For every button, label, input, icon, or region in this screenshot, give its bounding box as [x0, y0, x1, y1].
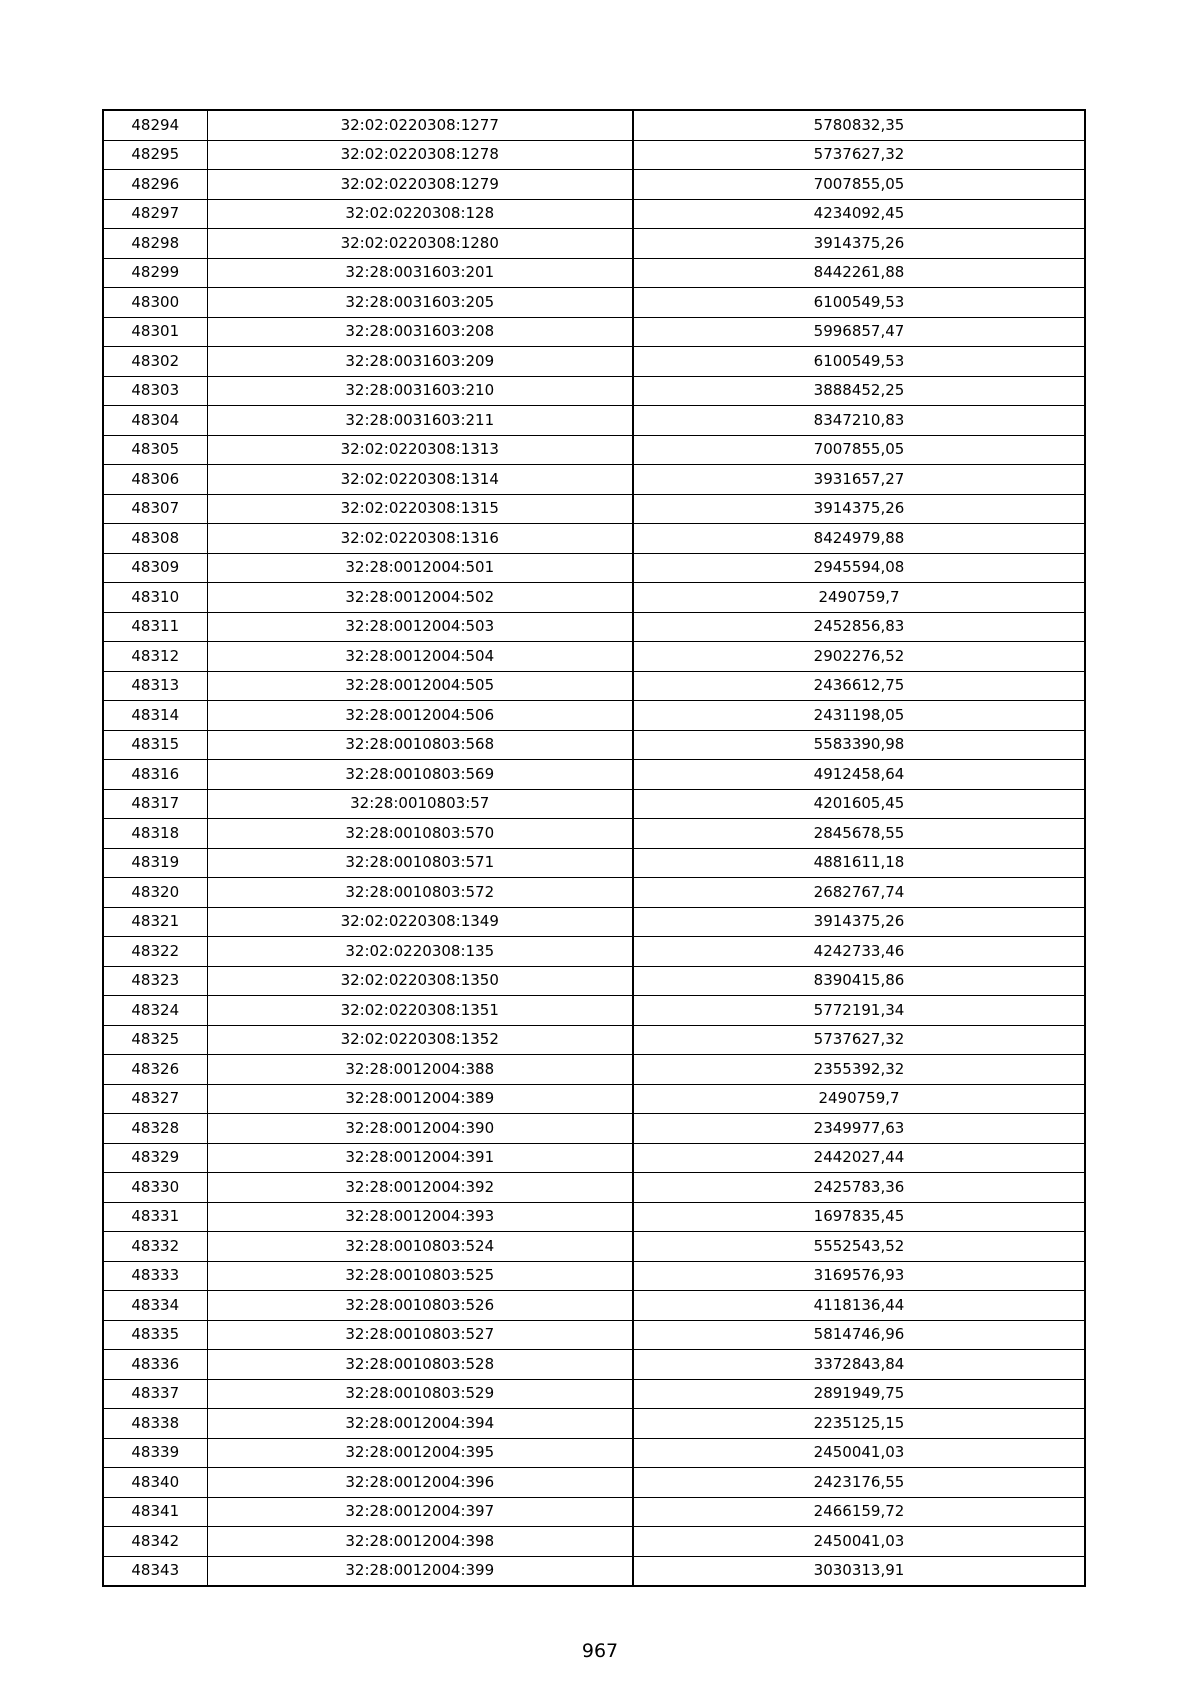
cadastral-value-cell: 3914375,26 [633, 907, 1085, 937]
cadastral-value-cell: 7007855,05 [633, 170, 1085, 200]
table-row [103, 170, 1085, 200]
row-number-cell: 48300 [103, 288, 207, 318]
cadastral-value-cell: 3914375,26 [633, 494, 1085, 524]
row-number-cell: 48342 [103, 1527, 207, 1557]
cadastral-number-cell: 32:02:0220308:1278 [207, 140, 633, 170]
cadastral-number-cell: 32:28:0031603:201 [207, 258, 633, 288]
cadastral-number-cell: 32:28:0031603:211 [207, 406, 633, 436]
cadastral-value-table [102, 109, 1086, 1587]
table-row [103, 1025, 1085, 1055]
row-number-cell: 48306 [103, 465, 207, 495]
table-row [103, 966, 1085, 996]
row-number-cell: 48317 [103, 789, 207, 819]
cadastral-value-cell: 2355392,32 [633, 1055, 1085, 1085]
row-number-cell: 48310 [103, 583, 207, 613]
cadastral-number-cell: 32:02:0220308:1315 [207, 494, 633, 524]
table-row [103, 583, 1085, 613]
cadastral-value-cell: 2235125,15 [633, 1409, 1085, 1439]
row-number-cell: 48327 [103, 1084, 207, 1114]
cadastral-number-cell: 32:28:0010803:529 [207, 1379, 633, 1409]
cadastral-number-cell: 32:28:0010803:528 [207, 1350, 633, 1380]
page-number: 967 [581, 1640, 619, 1662]
cadastral-number-cell: 32:28:0010803:527 [207, 1320, 633, 1350]
row-number-cell: 48298 [103, 229, 207, 259]
row-number-cell: 48296 [103, 170, 207, 200]
table-row [103, 1291, 1085, 1321]
cadastral-value-cell: 8442261,88 [633, 258, 1085, 288]
table-row [103, 347, 1085, 377]
table-row [103, 642, 1085, 672]
cadastral-number-cell: 32:28:0010803:526 [207, 1291, 633, 1321]
row-number-cell: 48309 [103, 553, 207, 583]
table-row [103, 1468, 1085, 1498]
table-row [103, 494, 1085, 524]
table-row [103, 110, 1085, 140]
cadastral-value-cell: 2452856,83 [633, 612, 1085, 642]
table-row [103, 1379, 1085, 1409]
cadastral-value-cell: 5996857,47 [633, 317, 1085, 347]
cadastral-value-cell: 2902276,52 [633, 642, 1085, 672]
row-number-cell: 48336 [103, 1350, 207, 1380]
cadastral-value-cell: 2423176,55 [633, 1468, 1085, 1498]
cadastral-value-cell: 4881611,18 [633, 848, 1085, 878]
row-number-cell: 48340 [103, 1468, 207, 1498]
cadastral-number-cell: 32:28:0012004:395 [207, 1438, 633, 1468]
cadastral-number-cell: 32:02:0220308:1313 [207, 435, 633, 465]
row-number-cell: 48299 [103, 258, 207, 288]
table-row [103, 1143, 1085, 1173]
table-row [103, 1527, 1085, 1557]
table-row [103, 258, 1085, 288]
cadastral-value-cell: 5814746,96 [633, 1320, 1085, 1350]
cadastral-number-cell: 32:28:0010803:57 [207, 789, 633, 819]
cadastral-number-cell: 32:02:0220308:1314 [207, 465, 633, 495]
row-number-cell: 48308 [103, 524, 207, 554]
cadastral-number-cell: 32:28:0010803:568 [207, 730, 633, 760]
table-row [103, 1173, 1085, 1203]
table-row [103, 1114, 1085, 1144]
table-row [103, 1202, 1085, 1232]
row-number-cell: 48307 [103, 494, 207, 524]
table-row [103, 435, 1085, 465]
table-row [103, 1320, 1085, 1350]
row-number-cell: 48341 [103, 1497, 207, 1527]
row-number-cell: 48339 [103, 1438, 207, 1468]
cadastral-value-cell: 8347210,83 [633, 406, 1085, 436]
row-number-cell: 48313 [103, 671, 207, 701]
cadastral-value-cell: 5737627,32 [633, 140, 1085, 170]
cadastral-number-cell: 32:28:0010803:570 [207, 819, 633, 849]
row-number-cell: 48333 [103, 1261, 207, 1291]
cadastral-value-cell: 5552543,52 [633, 1232, 1085, 1262]
table-row [103, 612, 1085, 642]
row-number-cell: 48330 [103, 1173, 207, 1203]
cadastral-number-cell: 32:28:0012004:502 [207, 583, 633, 613]
cadastral-number-cell: 32:28:0012004:501 [207, 553, 633, 583]
table-row [103, 671, 1085, 701]
row-number-cell: 48315 [103, 730, 207, 760]
cadastral-number-cell: 32:28:0012004:399 [207, 1556, 633, 1586]
cadastral-value-cell: 3030313,91 [633, 1556, 1085, 1586]
row-number-cell: 48301 [103, 317, 207, 347]
row-number-cell: 48322 [103, 937, 207, 967]
row-number-cell: 48294 [103, 110, 207, 140]
row-number-cell: 48303 [103, 376, 207, 406]
row-number-cell: 48323 [103, 966, 207, 996]
cadastral-value-cell: 3372843,84 [633, 1350, 1085, 1380]
row-number-cell: 48304 [103, 406, 207, 436]
cadastral-value-cell: 2425783,36 [633, 1173, 1085, 1203]
table-row [103, 1055, 1085, 1085]
cadastral-value-cell: 1697835,45 [633, 1202, 1085, 1232]
cadastral-value-cell: 5737627,32 [633, 1025, 1085, 1055]
cadastral-number-cell: 32:28:0012004:391 [207, 1143, 633, 1173]
cadastral-number-cell: 32:28:0012004:505 [207, 671, 633, 701]
cadastral-value-cell: 3914375,26 [633, 229, 1085, 259]
cadastral-number-cell: 32:28:0012004:503 [207, 612, 633, 642]
table-row [103, 819, 1085, 849]
cadastral-value-cell: 2490759,7 [633, 1084, 1085, 1114]
table-row [103, 730, 1085, 760]
row-number-cell: 48314 [103, 701, 207, 731]
cadastral-number-cell: 32:02:0220308:1349 [207, 907, 633, 937]
row-number-cell: 48319 [103, 848, 207, 878]
cadastral-number-cell: 32:28:0031603:208 [207, 317, 633, 347]
row-number-cell: 48295 [103, 140, 207, 170]
table-row [103, 317, 1085, 347]
cadastral-number-cell: 32:02:0220308:1350 [207, 966, 633, 996]
row-number-cell: 48325 [103, 1025, 207, 1055]
table-row [103, 878, 1085, 908]
cadastral-value-cell: 4912458,64 [633, 760, 1085, 790]
cadastral-number-cell: 32:28:0012004:392 [207, 1173, 633, 1203]
table-row [103, 848, 1085, 878]
table-row [103, 1497, 1085, 1527]
cadastral-value-cell: 5780832,35 [633, 110, 1085, 140]
cadastral-number-cell: 32:28:0012004:504 [207, 642, 633, 672]
row-number-cell: 48324 [103, 996, 207, 1026]
table-row [103, 199, 1085, 229]
cadastral-value-cell: 4242733,46 [633, 937, 1085, 967]
table-row [103, 140, 1085, 170]
cadastral-value-cell: 6100549,53 [633, 288, 1085, 318]
table-row [103, 1556, 1085, 1586]
cadastral-value-cell: 2442027,44 [633, 1143, 1085, 1173]
cadastral-value-cell: 6100549,53 [633, 347, 1085, 377]
row-number-cell: 48302 [103, 347, 207, 377]
table-row [103, 229, 1085, 259]
row-number-cell: 48343 [103, 1556, 207, 1586]
table-row [103, 1084, 1085, 1114]
table-row [103, 937, 1085, 967]
cadastral-number-cell: 32:28:0012004:388 [207, 1055, 633, 1085]
table-row [103, 1350, 1085, 1380]
cadastral-value-cell: 4118136,44 [633, 1291, 1085, 1321]
cadastral-number-cell: 32:28:0012004:398 [207, 1527, 633, 1557]
cadastral-value-cell: 2845678,55 [633, 819, 1085, 849]
cadastral-number-cell: 32:28:0012004:389 [207, 1084, 633, 1114]
cadastral-value-cell: 3169576,93 [633, 1261, 1085, 1291]
table-row [103, 907, 1085, 937]
row-number-cell: 48297 [103, 199, 207, 229]
cadastral-value-cell: 3931657,27 [633, 465, 1085, 495]
row-number-cell: 48305 [103, 435, 207, 465]
table-row [103, 1409, 1085, 1439]
cadastral-value-cell: 2450041,03 [633, 1527, 1085, 1557]
cadastral-number-cell: 32:28:0010803:525 [207, 1261, 633, 1291]
row-number-cell: 48312 [103, 642, 207, 672]
row-number-cell: 48320 [103, 878, 207, 908]
table-row [103, 789, 1085, 819]
cadastral-number-cell: 32:28:0010803:572 [207, 878, 633, 908]
cadastral-value-cell: 2431198,05 [633, 701, 1085, 731]
cadastral-number-cell: 32:02:0220308:1316 [207, 524, 633, 554]
cadastral-number-cell: 32:02:0220308:135 [207, 937, 633, 967]
cadastral-number-cell: 32:28:0012004:394 [207, 1409, 633, 1439]
cadastral-value-cell: 2490759,7 [633, 583, 1085, 613]
table-row [103, 760, 1085, 790]
table-row [103, 1261, 1085, 1291]
cadastral-value-cell: 2682767,74 [633, 878, 1085, 908]
table-row [103, 1438, 1085, 1468]
cadastral-value-cell: 4234092,45 [633, 199, 1085, 229]
cadastral-number-cell: 32:28:0012004:397 [207, 1497, 633, 1527]
cadastral-value-cell: 2450041,03 [633, 1438, 1085, 1468]
table-row [103, 524, 1085, 554]
cadastral-value-cell: 8424979,88 [633, 524, 1085, 554]
table-row [103, 701, 1085, 731]
cadastral-number-cell: 32:28:0012004:506 [207, 701, 633, 731]
cadastral-number-cell: 32:28:0010803:569 [207, 760, 633, 790]
cadastral-number-cell: 32:28:0031603:205 [207, 288, 633, 318]
table-row [103, 406, 1085, 436]
row-number-cell: 48331 [103, 1202, 207, 1232]
table-row [103, 376, 1085, 406]
cadastral-number-cell: 32:02:0220308:1352 [207, 1025, 633, 1055]
row-number-cell: 48332 [103, 1232, 207, 1262]
row-number-cell: 48338 [103, 1409, 207, 1439]
cadastral-number-cell: 32:28:0010803:524 [207, 1232, 633, 1262]
cadastral-value-cell: 2466159,72 [633, 1497, 1085, 1527]
row-number-cell: 48334 [103, 1291, 207, 1321]
row-number-cell: 48318 [103, 819, 207, 849]
cadastral-number-cell: 32:28:0010803:571 [207, 848, 633, 878]
cadastral-value-cell: 4201605,45 [633, 789, 1085, 819]
cadastral-number-cell: 32:28:0012004:390 [207, 1114, 633, 1144]
cadastral-number-cell: 32:02:0220308:128 [207, 199, 633, 229]
table-row [103, 288, 1085, 318]
cadastral-value-cell: 5772191,34 [633, 996, 1085, 1026]
cadastral-number-cell: 32:28:0031603:210 [207, 376, 633, 406]
cadastral-value-cell: 2349977,63 [633, 1114, 1085, 1144]
row-number-cell: 48337 [103, 1379, 207, 1409]
table-row [103, 1232, 1085, 1262]
cadastral-number-cell: 32:02:0220308:1277 [207, 110, 633, 140]
row-number-cell: 48335 [103, 1320, 207, 1350]
cadastral-value-cell: 8390415,86 [633, 966, 1085, 996]
table-row [103, 996, 1085, 1026]
cadastral-value-cell: 2891949,75 [633, 1379, 1085, 1409]
cadastral-number-cell: 32:28:0012004:393 [207, 1202, 633, 1232]
table-row [103, 465, 1085, 495]
cadastral-value-cell: 7007855,05 [633, 435, 1085, 465]
cadastral-value-cell: 5583390,98 [633, 730, 1085, 760]
cadastral-number-cell: 32:02:0220308:1280 [207, 229, 633, 259]
cadastral-value-cell: 2945594,08 [633, 553, 1085, 583]
table-row [103, 553, 1085, 583]
cadastral-value-cell: 3888452,25 [633, 376, 1085, 406]
row-number-cell: 48328 [103, 1114, 207, 1144]
cadastral-number-cell: 32:02:0220308:1279 [207, 170, 633, 200]
cadastral-number-cell: 32:28:0031603:209 [207, 347, 633, 377]
row-number-cell: 48316 [103, 760, 207, 790]
cadastral-number-cell: 32:02:0220308:1351 [207, 996, 633, 1026]
row-number-cell: 48326 [103, 1055, 207, 1085]
table-body [103, 110, 1085, 1586]
row-number-cell: 48329 [103, 1143, 207, 1173]
row-number-cell: 48311 [103, 612, 207, 642]
cadastral-number-cell: 32:28:0012004:396 [207, 1468, 633, 1498]
row-number-cell: 48321 [103, 907, 207, 937]
cadastral-value-cell: 2436612,75 [633, 671, 1085, 701]
